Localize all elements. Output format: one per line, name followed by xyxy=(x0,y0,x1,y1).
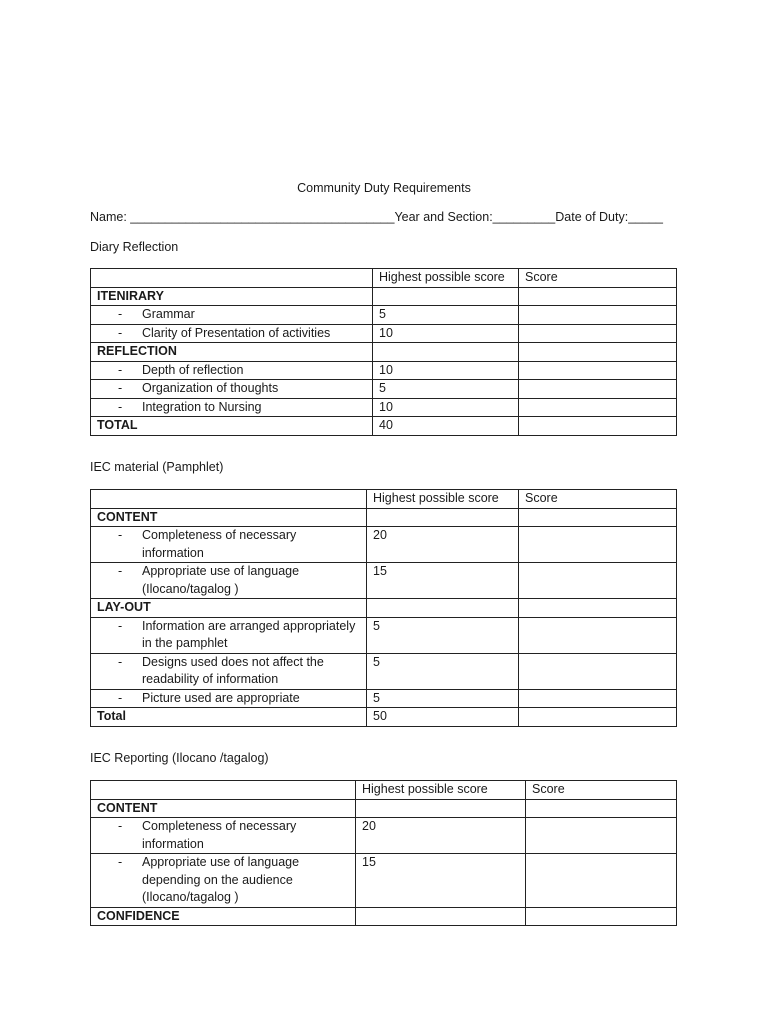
score-entry-cell[interactable] xyxy=(519,380,677,399)
score-header: Score xyxy=(526,781,677,800)
table-row xyxy=(91,708,677,727)
table-row xyxy=(91,854,677,908)
document-title: Community Duty Requirements xyxy=(297,181,471,195)
criterion-cell xyxy=(91,653,367,689)
bullet-dash: - xyxy=(118,564,123,578)
score-entry-cell[interactable] xyxy=(519,708,677,727)
category-label: CONTENT xyxy=(91,799,356,818)
criterion-cell xyxy=(91,398,373,417)
score-entry-cell[interactable] xyxy=(519,287,677,306)
max-score-cell: 5 xyxy=(373,306,519,325)
table-header-row xyxy=(91,781,677,800)
table-row xyxy=(91,343,677,362)
bullet-dash: - xyxy=(118,855,123,869)
criterion-label: Depth of reflection xyxy=(142,362,244,377)
criterion-cell xyxy=(91,617,367,653)
highest-score-header: Highest possible score xyxy=(356,781,526,800)
criterion-label: Organization of thoughts xyxy=(142,381,279,395)
category-label: REFLECTION xyxy=(91,343,373,362)
max-score-cell: 50 xyxy=(367,708,519,727)
category-label: TOTAL xyxy=(91,417,373,436)
table-row xyxy=(91,563,677,599)
criterion-cell xyxy=(91,361,373,380)
category-label: Total xyxy=(91,708,367,727)
criterion-cell xyxy=(91,527,367,563)
max-score-cell: 20 xyxy=(356,818,526,854)
max-score-cell xyxy=(367,508,519,527)
criteria-header-cell xyxy=(91,269,373,288)
score-entry-cell[interactable] xyxy=(519,361,677,380)
criterion-label: Designs used does not affect the readability of information xyxy=(142,654,324,686)
score-entry-cell[interactable] xyxy=(526,799,677,818)
max-score-cell: 15 xyxy=(356,854,526,908)
score-entry-cell[interactable] xyxy=(526,818,677,854)
criterion-cell xyxy=(91,854,356,908)
table-row xyxy=(91,689,677,708)
table-row xyxy=(91,361,677,380)
table-header-row xyxy=(91,490,677,509)
bullet-dash: - xyxy=(118,399,123,414)
bullet-dash: - xyxy=(118,819,123,833)
table-row xyxy=(91,818,677,854)
score-entry-cell[interactable] xyxy=(519,617,677,653)
criterion-label: Appropriate use of language (Ilocano/tagalog ) xyxy=(142,564,300,596)
score-entry-cell[interactable] xyxy=(519,689,677,708)
table-row xyxy=(91,398,677,417)
criteria-header-cell xyxy=(91,490,367,509)
bullet-dash: - xyxy=(118,690,123,705)
criterion-cell xyxy=(91,563,367,599)
table-row xyxy=(91,508,677,527)
score-entry-cell[interactable] xyxy=(519,653,677,689)
max-score-cell: 5 xyxy=(373,380,519,399)
bullet-dash: - xyxy=(118,654,123,669)
max-score-cell xyxy=(373,287,519,306)
criterion-label: Picture used are appropriate xyxy=(142,690,300,705)
table-row xyxy=(91,380,677,399)
score-entry-cell[interactable] xyxy=(519,324,677,343)
score-entry-cell[interactable] xyxy=(519,599,677,618)
score-entry-cell[interactable] xyxy=(519,508,677,527)
diary-reflection-heading: Diary Reflection xyxy=(90,240,179,254)
bullet-dash: - xyxy=(118,618,123,633)
table-row xyxy=(91,324,677,343)
score-entry-cell[interactable] xyxy=(519,527,677,563)
criterion-cell xyxy=(91,689,367,708)
max-score-cell: 15 xyxy=(367,563,519,599)
highest-score-header: Highest possible score xyxy=(373,269,519,288)
score-entry-cell[interactable] xyxy=(526,854,677,908)
category-label: CONFIDENCE xyxy=(91,907,356,926)
max-score-cell: 5 xyxy=(367,653,519,689)
category-label: ITENIRARY xyxy=(91,287,373,306)
max-score-cell xyxy=(367,599,519,618)
table-header-row xyxy=(91,269,677,288)
criterion-cell xyxy=(91,306,373,325)
table-row xyxy=(91,799,677,818)
criterion-label: Grammar xyxy=(142,307,195,321)
criterion-label: Information are arranged appropriately in the pamphlet xyxy=(142,618,356,650)
name-year-date-line: Name: ______________________________________Year and Section:_________Date of Duty:_____ xyxy=(90,210,663,224)
max-score-cell: 10 xyxy=(373,324,519,343)
bullet-dash: - xyxy=(118,381,123,395)
score-header: Score xyxy=(519,269,677,288)
score-header: Score xyxy=(519,490,677,509)
max-score-cell: 10 xyxy=(373,361,519,380)
criterion-label: Integration to Nursing xyxy=(142,399,262,414)
max-score-cell xyxy=(356,799,526,818)
table-row xyxy=(91,907,677,926)
max-score-cell xyxy=(373,343,519,362)
highest-score-header: Highest possible score xyxy=(367,490,519,509)
table-row xyxy=(91,287,677,306)
score-entry-cell[interactable] xyxy=(519,417,677,436)
diary-reflection-table xyxy=(90,268,677,436)
table-row xyxy=(91,527,677,563)
table-row xyxy=(91,599,677,618)
bullet-dash: - xyxy=(118,307,123,321)
pamphlet-heading: IEC material (Pamphlet) xyxy=(90,460,224,474)
max-score-cell: 5 xyxy=(367,689,519,708)
iec-reporting-heading: IEC Reporting (Ilocano /tagalog) xyxy=(90,751,269,765)
table-row xyxy=(91,306,677,325)
iec-reporting-table xyxy=(90,780,677,926)
table-row xyxy=(91,417,677,436)
criterion-label: Completeness of necessary information xyxy=(142,819,297,851)
criteria-header-cell xyxy=(91,781,356,800)
max-score-cell: 20 xyxy=(367,527,519,563)
bullet-dash: - xyxy=(118,528,123,542)
criterion-cell xyxy=(91,324,373,343)
table-row xyxy=(91,653,677,689)
criterion-cell xyxy=(91,818,356,854)
criterion-label: Clarity of Presentation of activities xyxy=(142,325,331,340)
max-score-cell: 5 xyxy=(367,617,519,653)
criterion-cell xyxy=(91,380,373,399)
category-label: CONTENT xyxy=(91,508,367,527)
max-score-cell: 10 xyxy=(373,398,519,417)
score-entry-cell[interactable] xyxy=(519,563,677,599)
table-row xyxy=(91,617,677,653)
pamphlet-table xyxy=(90,489,677,727)
score-entry-cell[interactable] xyxy=(519,306,677,325)
category-label: LAY-OUT xyxy=(91,599,367,618)
criterion-label: Completeness of necessary information xyxy=(142,528,297,560)
score-entry-cell[interactable] xyxy=(519,343,677,362)
max-score-cell: 40 xyxy=(373,417,519,436)
score-entry-cell[interactable] xyxy=(519,398,677,417)
max-score-cell xyxy=(356,907,526,926)
bullet-dash: - xyxy=(118,362,123,377)
score-entry-cell[interactable] xyxy=(526,907,677,926)
criterion-label: Appropriate use of language depending on the audience (Ilocano/tagalog ) xyxy=(142,855,300,904)
bullet-dash: - xyxy=(118,325,123,340)
